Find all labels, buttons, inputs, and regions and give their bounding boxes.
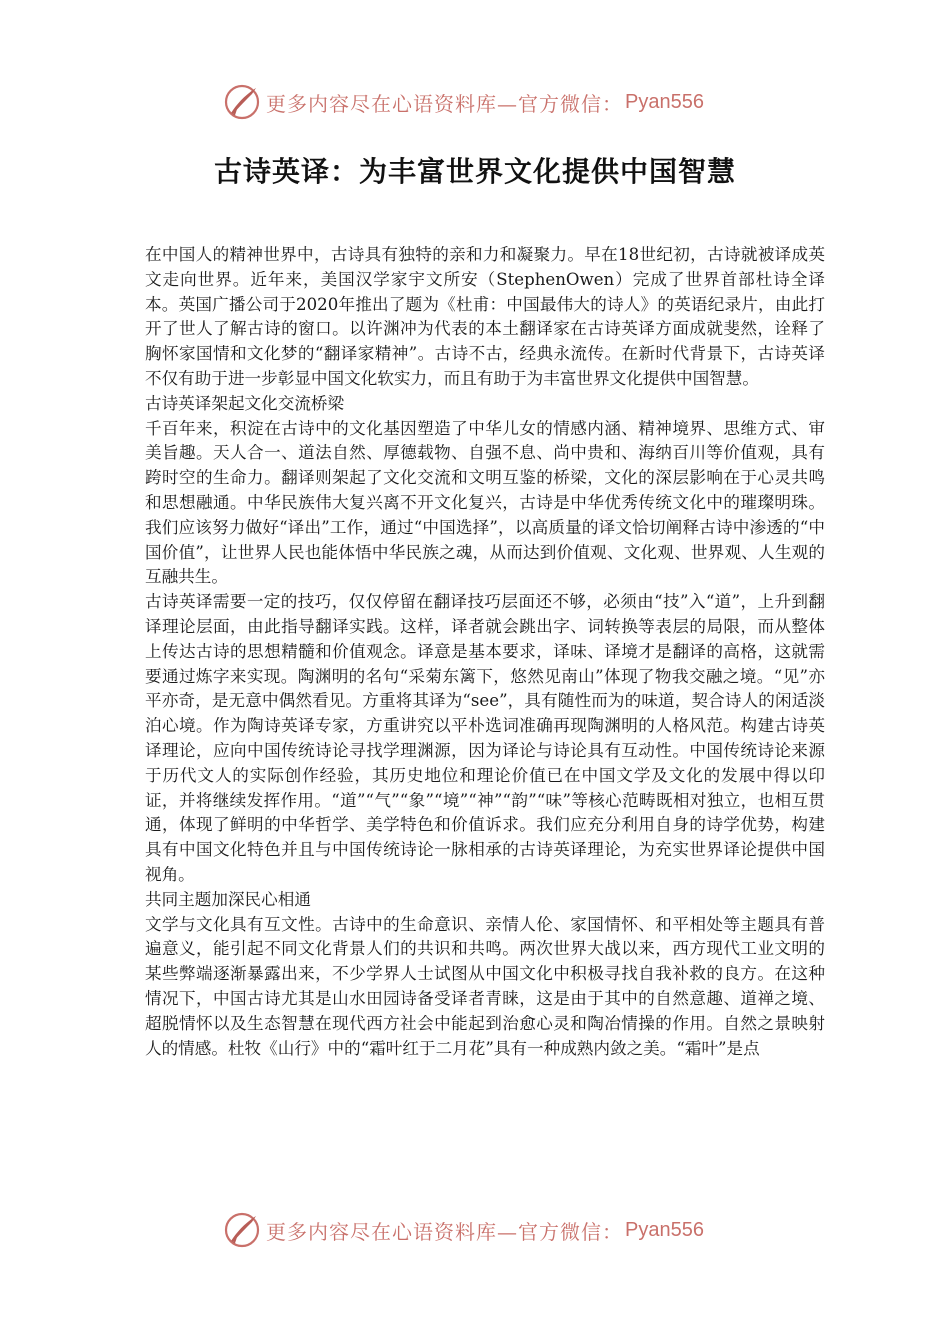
pen-logo-icon — [222, 82, 262, 122]
section-heading: 古诗英译架起文化交流桥梁 — [145, 393, 345, 413]
article-body — [145, 243, 825, 1061]
page-title: 古诗英译：为丰富世界文化提供中国智慧 — [213, 155, 736, 188]
banner-wechat-id: Pyan556 — [625, 1218, 704, 1241]
pen-logo-icon — [222, 1210, 262, 1250]
banner-text: 更多内容尽在心语资料库—官方微信： — [266, 1219, 623, 1244]
banner-text: 更多内容尽在心语资料库—官方微信： — [266, 91, 623, 116]
paragraph: 在中国人的精神世界中，古诗具有独特的亲和力和凝聚力。早在18世纪初，古诗就被译成英文走向世界。近年来，美国汉学家宇文所安（StephenOwen）完成了世界首部杜诗全译本。英国广播公司于2020年推出了题为《杜甫：中国最伟大的诗人》的英语纪录片，由此打开了世人了解古诗的窗口。以许渊冲为代表的本土翻译家在古诗英译方面成就斐然，诠释了胸怀家国情和文化梦的“翻译家精神”。古诗不古，经典永流传。在新时代背景下，古诗英译不仅有助于进一步彰显中国文化软实力，而且有助于为丰富世界文化提供中国智慧。 — [145, 245, 825, 388]
paragraph: 千百年来，积淀在古诗中的文化基因塑造了中华儿女的情感内涵、精神境界、思维方式、审美旨趣。天人合一、道法自然、厚德载物、自强不息、尚中贵和、海纳百川等价值观，具有跨时空的生命力。翻译则架起了文化交流和文明互鉴的桥梁，文化的深层影响在于心灵共鸣和思想融通。中华民族伟大复兴离不开文化复兴，古诗是中华优秀传统文化中的璀璨明珠。我们应该努力做好“译出”工作，通过“中国选择”，以高质量的译文恰切阐释古诗中渗透的“中国价值”，让世界人民也能体悟中华民族之魂，从而达到价值观、文化观、世界观、人生观的互融共生。 — [145, 418, 825, 587]
paragraph: 文学与文化具有互文性。古诗中的生命意识、亲情人伦、家国情怀、和平相处等主题具有普遍意义，能引起不同文化背景人们的共识和共鸣。两次世界大战以来，西方现代工业文明的某些弊端逐渐暴露出来，不少学界人士试图从中国文化中积极寻找自我补救的良方。在这种情况下，中国古诗尤其是山水田园诗备受译者青睐，这是由于其中的自然意趣、道禅之境、超脱情怀以及生态智慧在现代西方社会中能起到治愈心灵和陶冶情操的作用。自然之景映射人的情感。杜牧《山行》中的“霜叶红于二月花”具有一种成熟内敛之美。“霜叶”是点 — [145, 914, 825, 1058]
paragraph: 古诗英译需要一定的技巧，仅仅停留在翻译技巧层面还不够，必须由“技”入“道”，上升到翻译理论层面，由此指导翻译实践。这样，译者就会跳出字、词转换等表层的局限，而从整体上传达古诗的思想精髓和价值观念。译意是基本要求，译味、译境才是翻译的高格，这就需要通过炼字来实现。陶渊明的名句“采菊东篱下，悠然见南山”体现了物我交融之境。“见”亦平亦奇，是无意中偶然看见。方重将其译为“see”，具有随性而为的味道，契合诗人的闲适淡泊心境。作为陶诗英译专家，方重讲究以平朴选词准确再现陶渊明的人格风范。构建古诗英译理论，应向中国传统诗论寻找学理渊源，因为译论与诗论具有互动性。中国传统诗论来源于历代文人的实际创作经验，其历史地位和理论价值已在中国文学及文化的发展中得以印证，并将继续发挥作用。“道”“气”“象”“境”“神”“韵”“味”等核心范畴既相对独立，也相互贯通，体现了鲜明的中华哲学、美学特色和价值诉求。我们应充分利用自身的诗学优势，构建具有中国文化特色并且与中国传统诗论一脉相承的古诗英译理论，为充实世界译论提供中国视角。 — [145, 592, 825, 884]
header-banner — [222, 82, 704, 122]
section-heading: 共同主题加深民心相通 — [145, 889, 311, 909]
footer-banner — [222, 1210, 704, 1250]
banner-wechat-id: Pyan556 — [625, 90, 704, 113]
